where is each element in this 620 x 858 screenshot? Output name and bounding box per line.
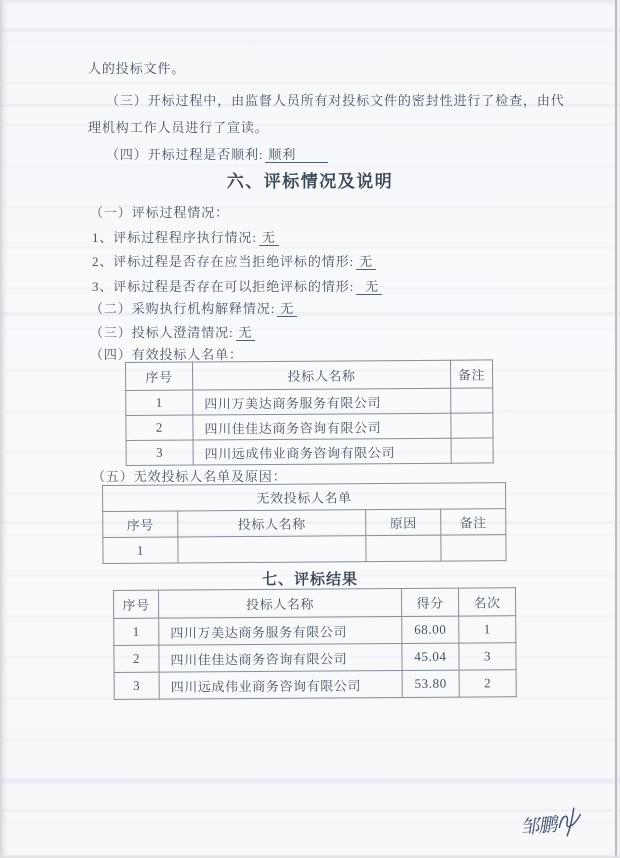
item3-opening-process-line2: 理机构工作人员进行了宣读。 xyxy=(88,120,269,135)
table-row xyxy=(114,616,516,646)
section6-item3-label: （三）投标人澄清情况: xyxy=(90,325,234,340)
table-row xyxy=(126,388,493,416)
section6-sub2 xyxy=(92,251,376,270)
cell-remark xyxy=(451,388,493,413)
section6-item2-value: 无 xyxy=(277,301,297,317)
cell-remark xyxy=(451,413,493,438)
section6-item3-value: 无 xyxy=(236,325,256,341)
cell-bidder-name: 四川佳佳达商务咨询有限公司 xyxy=(159,643,402,672)
item3-opening-process-line1: （三）开标过程中，由监督人员所有对投标文件的密封性进行了检查，由代 xyxy=(106,93,565,108)
section6-sub1-label: 1、评标过程程序执行情况: xyxy=(92,230,257,245)
cell-remark xyxy=(451,438,493,463)
cell-bidder-name: 四川万美达商务服务有限公司 xyxy=(159,616,402,645)
table-row xyxy=(126,413,493,441)
table-row xyxy=(126,438,493,466)
section6-item2 xyxy=(90,298,297,317)
result-table-header-row xyxy=(114,588,516,619)
item4-opening-smooth-value: 顺利 xyxy=(265,147,328,163)
scan-band xyxy=(0,28,620,32)
valid-header-bidder-name: 投标人名称 xyxy=(193,360,451,390)
scan-edge-left xyxy=(0,0,8,858)
result-header-score: 得分 xyxy=(401,588,458,616)
section6-item2-label: （二）采购执行机构解释情况: xyxy=(90,301,276,316)
cell-score: 53.80 xyxy=(402,670,459,697)
cell-score: 68.00 xyxy=(402,616,459,643)
table-row xyxy=(114,643,516,673)
signature-text: 邹鹏 xyxy=(519,814,558,839)
cell-seq: 3 xyxy=(114,672,159,699)
invalid-header-remark: 备注 xyxy=(441,509,506,535)
cell-bidder-name: 四川万美达商务服务有限公司 xyxy=(193,388,451,415)
signature-flourish-stroke xyxy=(553,803,588,840)
evaluation-result-table xyxy=(113,587,517,700)
cell-bidder-name: 四川远成伟业商务咨询有限公司 xyxy=(193,438,451,465)
cell-seq: 1 xyxy=(126,390,193,415)
valid-bidders-table xyxy=(125,359,494,466)
scan-edge-bottom xyxy=(0,854,620,858)
cell-score: 45.04 xyxy=(402,643,459,670)
cell-bidder-name xyxy=(178,536,366,563)
section6-item4: （四）有效投标人名单： xyxy=(90,347,243,362)
table-row xyxy=(114,670,516,700)
section6-sub2-value: 无 xyxy=(356,254,376,270)
paragraph-continuation: 人的投标文件。 xyxy=(88,61,186,76)
result-header-rank: 名次 xyxy=(458,588,515,616)
scan-band xyxy=(0,778,620,784)
invalid-bidders-table xyxy=(102,482,507,564)
section6-heading: 六、评标情况及说明 xyxy=(226,172,394,191)
cell-rank: 1 xyxy=(459,616,516,643)
section6-sub3-value: 无 xyxy=(356,279,382,295)
section6-sub1-value: 无 xyxy=(259,230,279,246)
item4-opening-smooth-label: （四）开标过程是否顺利: xyxy=(106,147,264,162)
result-header-bidder-name: 投标人名称 xyxy=(159,588,402,618)
invalid-header-reason: 原因 xyxy=(366,509,441,536)
invalid-header-seq: 序号 xyxy=(103,511,178,538)
section6-item5: （五）无效投标人名单及原因： xyxy=(92,469,287,484)
valid-table-header-row xyxy=(126,360,493,391)
cell-seq: 3 xyxy=(126,440,193,465)
item4-opening-smooth-line xyxy=(106,144,328,163)
section6-item1: （一）评标过程情况： xyxy=(90,205,230,220)
cell-seq: 1 xyxy=(103,537,178,564)
cell-rank: 2 xyxy=(459,670,516,697)
valid-header-seq: 序号 xyxy=(126,362,193,390)
cell-seq: 2 xyxy=(126,415,193,440)
scan-edge-top xyxy=(0,0,620,5)
section7-heading: 七、评标结果 xyxy=(261,572,358,588)
cell-remark xyxy=(441,535,506,561)
cell-bidder-name: 四川佳佳达商务咨询有限公司 xyxy=(193,413,451,440)
cell-seq: 1 xyxy=(114,618,159,645)
invalid-header-bidder-name: 投标人名称 xyxy=(178,510,366,537)
section6-sub3 xyxy=(92,276,382,295)
cell-bidder-name: 四川远成伟业商务咨询有限公司 xyxy=(159,670,402,699)
section6-sub3-label: 3、评标过程是否存在可以拒绝评标的情形: xyxy=(92,279,355,294)
invalid-table-header-row xyxy=(103,509,506,538)
handwritten-signature xyxy=(519,803,588,843)
section6-item3 xyxy=(90,322,255,341)
section6-sub2-label: 2、评标过程是否存在应当拒绝评标的情形: xyxy=(92,254,355,269)
cell-rank: 3 xyxy=(459,643,516,670)
cell-reason xyxy=(366,535,441,562)
invalid-table-title: 无效投标人名单 xyxy=(103,483,506,512)
cell-seq: 2 xyxy=(114,645,159,672)
table-row xyxy=(103,535,506,564)
valid-header-remark: 备注 xyxy=(450,360,492,388)
section6-sub1 xyxy=(92,227,279,246)
result-header-seq: 序号 xyxy=(114,590,159,618)
invalid-table-title-row xyxy=(103,483,506,512)
